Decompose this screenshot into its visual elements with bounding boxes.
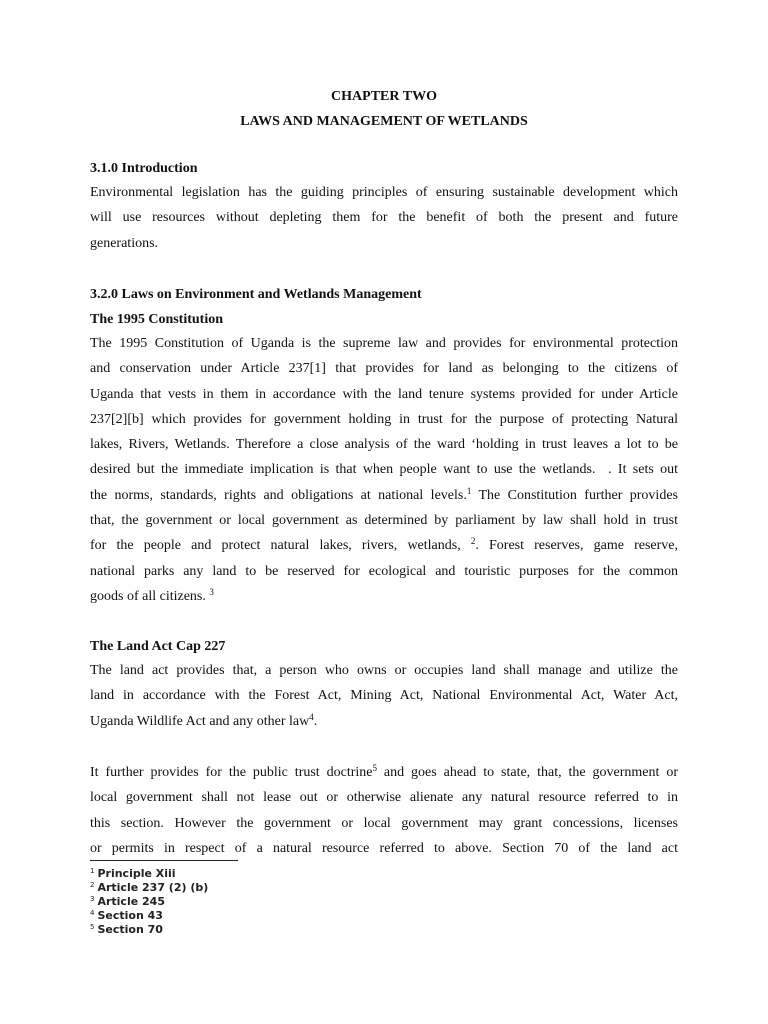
text-line: The 1995 Constitution of Uganda is the supreme law and provides for environmental protection — [90, 336, 678, 351]
footnote-ref-5: 5 — [372, 763, 377, 773]
text-run: the norms, standards, rights and obligations at national levels. — [90, 487, 467, 503]
intro-heading: 3.1.0 Introduction — [90, 161, 198, 176]
chapter-title: CHAPTER TWO — [331, 89, 437, 104]
text-line: and conservation under Article 237[1] that provides for land as belonging to the citizens of — [90, 361, 678, 377]
text-line: that, the government or local government as determined by parliament by law shall hold in trust — [90, 513, 678, 529]
footnote-ref-3: 3 — [209, 586, 214, 597]
text-line: will use resources without depleting them for the benefit of both the present and future — [90, 210, 678, 226]
text-line: local government shall not lease out or otherwise alienate any natural resource referred to in — [90, 790, 678, 806]
text-line: The land act provides that, a person who owns or occupies land shall manage and utilize the — [90, 663, 678, 678]
text-run: . Forest reserves, game reserve, — [475, 538, 678, 554]
footnote-divider — [90, 860, 238, 861]
text-run: Uganda Wildlife Act and any other law — [90, 713, 310, 729]
text-line — [90, 483, 678, 508]
intro-paragraph — [90, 180, 678, 256]
constitution-heading: The 1995 Constitution — [90, 312, 224, 327]
footnote-text: Section 43 — [97, 909, 163, 922]
footnote-text: Article 237 (2) (b) — [97, 881, 209, 894]
land-act-heading: The Land Act Cap 227 — [90, 639, 226, 654]
footnote-text: Principle Xiii — [97, 867, 176, 880]
land-act-paragraph — [90, 658, 678, 734]
text-line: generations. — [90, 235, 159, 251]
text-line: 237[2][b] which provides for government holding in trust for the purpose of protecting Natural — [90, 411, 678, 427]
footnote-5 — [90, 920, 163, 937]
text-line — [90, 533, 678, 558]
text-line: Uganda that vests in them in accordance with the land tenure systems provided for under Article — [90, 386, 678, 402]
text-line: or permits in respect of a natural resource referred to above. Section 70 of the land act — [90, 840, 678, 856]
footnote-number: 3 — [90, 895, 95, 903]
footnote-text: Article 245 — [97, 895, 165, 908]
text-line — [90, 709, 678, 734]
text-run: goods of all citizens. — [90, 588, 210, 604]
text-line: land in accordance with the Forest Act, Mining Act, National Environmental Act, Water Act, — [90, 688, 678, 704]
text-line: national parks any land to be reserved for ecological and touristic purposes for the common — [90, 563, 678, 579]
text-line — [90, 760, 678, 785]
chapter-subtitle: LAWS AND MANAGEMENT OF WETLANDS — [240, 114, 528, 129]
footnote-number: 5 — [90, 923, 95, 931]
text-run: It further provides for the public trust doctrine — [90, 765, 373, 780]
footnote-text: Section 70 — [97, 923, 163, 936]
land-act-paragraph-2 — [90, 760, 678, 861]
text-line: lakes, Rivers, Wetlands. Therefore a close analysis of the ward ‘holding in trust leaves a lot to be — [90, 437, 678, 453]
text-line — [90, 584, 678, 609]
footnote-ref-4: 4 — [309, 711, 314, 722]
text-run: for the people and protect natural lakes, rivers, wetlands, — [90, 538, 471, 554]
footnote-number: 1 — [90, 867, 95, 875]
footnote-ref-1: 1 — [466, 485, 472, 496]
constitution-paragraph — [90, 331, 678, 609]
text-run: . — [313, 713, 318, 729]
laws-heading: 3.2.0 Laws on Environment and Wetlands Management — [90, 287, 422, 302]
text-run: and goes ahead to state, that, the government or — [377, 765, 678, 780]
text-line: Environmental legislation has the guiding principles of ensuring sustainable development which — [90, 185, 678, 200]
footnote-number: 2 — [90, 881, 95, 889]
footnote-number: 4 — [90, 909, 95, 917]
text-run: The Constitution further provides — [471, 487, 678, 503]
text-line: desired but the immediate implication is that when people want to use the wetlands. . It sets out — [90, 462, 678, 478]
text-line: this section. However the government or local government may grant concessions, licenses — [90, 815, 678, 831]
footnote-ref-2: 2 — [470, 536, 476, 547]
